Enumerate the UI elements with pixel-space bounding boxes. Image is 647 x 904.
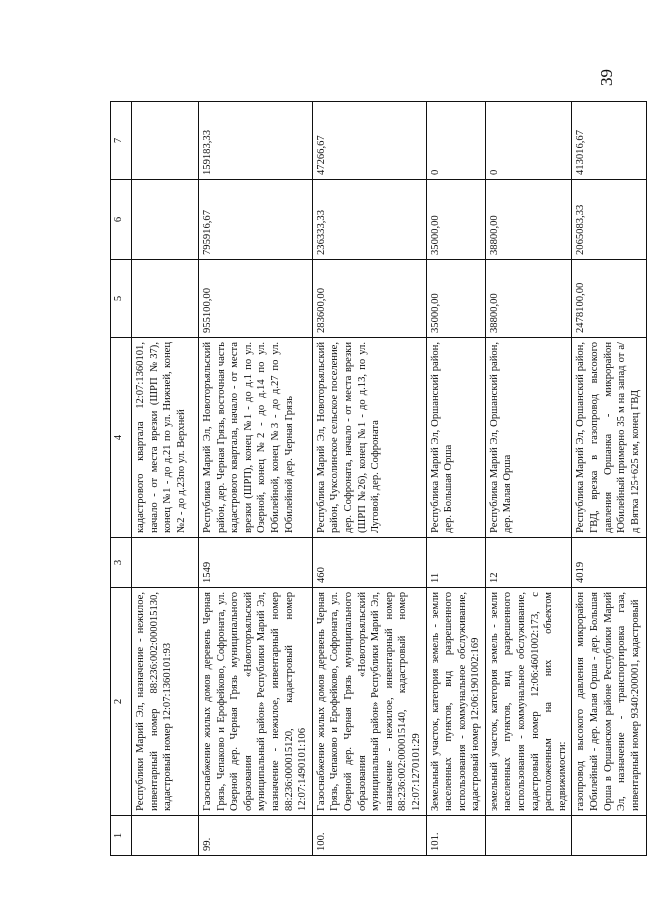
header-cell: 5: [111, 260, 132, 338]
property-table: [110, 101, 647, 856]
value-col6: 236333,33: [312, 180, 426, 260]
object-location: Республика Марий Эл, Новоторъяльский район, Чуксолинское сельское поселение, дер. Софроната, начало - от места врезки (ШРП №26), конец №1 - до д.13, по ул. Луговой, дер. Софроната: [312, 338, 426, 538]
header-cell: 6: [111, 180, 132, 260]
page-number: 39: [597, 69, 616, 86]
object-length: 1549: [199, 538, 313, 588]
table-row: [199, 102, 313, 856]
header-cell: 4: [111, 338, 132, 538]
object-name: Газоснабжение жилых домов деревень Черная Грязь, Чепаково и Ерофейково, Софроната, ул. Озерной дер. Черная Грязь муниципального образования «Новоторъяльский муниципальный район» Республики Марий Эл, назначение - нежилое, инвентарный номер 88:236:000015120, кадастровый номер 12:07:1490101:106: [199, 588, 313, 816]
value-col6: [132, 180, 199, 260]
row-number: [572, 816, 647, 856]
object-location: Республика Марий Эл, Оршанский район, дер. Малая Орша: [485, 338, 572, 538]
value-col7: [132, 102, 199, 180]
value-col6: 2065083,33: [572, 180, 647, 260]
header-cell: 7: [111, 102, 132, 180]
table-row: [312, 102, 426, 856]
table-row: [572, 102, 647, 856]
object-length: 460: [312, 538, 426, 588]
value-col7: 0: [485, 102, 572, 180]
value-col7: 413016,67: [572, 102, 647, 180]
object-name: Земельный участок, категория земель - земли населенных пунктов, вид разрешенного использования - коммунальное обслуживание, кадастровый номер 12:06:1901002:169: [426, 588, 485, 816]
object-length: 12: [485, 538, 572, 588]
table-row: [132, 102, 199, 856]
object-length: [132, 538, 199, 588]
object-name: Республики Марий Эл, назначение - нежилое, инвентарный номер 88:236:002:000015130, кадастровый номер 12:07:1360101:93: [132, 588, 199, 816]
row-number: 99.: [199, 816, 313, 856]
header-cell: 1: [111, 816, 132, 856]
header-row: [111, 102, 132, 856]
table-row: [426, 102, 485, 856]
object-name: земельный участок, категория земель - земли населенных пунктов, вид разрешенного использования - коммунальное обслуживание, кадастровый номер 12:06:4601002:173, с расположенным на них объектом недвижимости:: [485, 588, 572, 816]
value-col5: 38800,00: [485, 260, 572, 338]
value-col6: 35000,00: [426, 180, 485, 260]
value-col5: [132, 260, 199, 338]
object-location: кадастрового квартала 12:07:1360101, начало - от места врезки (ШРП №37), конец №1 - до д.21 по ул. Нижней, конец №2 - до д.23по ул. Верхней: [132, 338, 199, 538]
value-col7: 159183,33: [199, 102, 313, 180]
row-number: 100.: [312, 816, 426, 856]
header-cell: 3: [111, 538, 132, 588]
value-col7: 47266,67: [312, 102, 426, 180]
object-location: Республика Марий Эл, Оршанский район, ГВД, врезка в газопровод высокого давления Оршанка - микрорайон Юбилейный примерно 35 м на запад от а/д Вятка 125+625 км, конец ГВД: [572, 338, 647, 538]
object-location: Республика Марий Эл, Оршанский район, дер. Большая Орша: [426, 338, 485, 538]
value-col5: 283600,00: [312, 260, 426, 338]
object-name: Газоснабжение жилых домов деревень Черная Грязь, Чепаково и Ерофейково, Софроната, ул. Озерной дер. Черная Грязь муниципального образования «Новоторъяльский муниципальный район» Республики Марий Эл, назначение - нежилое, инвентарный номер 88:236:002:000015140, кадастровый номер 12:07:1270101:29: [312, 588, 426, 816]
row-number: 101.: [426, 816, 485, 856]
row-number: [485, 816, 572, 856]
rotated-table-wrapper: [110, 102, 641, 856]
object-name: газопровод высокого давления микрорайон Юбилейный - дер. Малая Орша - дер. Большая Орша в Оршанском районе Республики Марий Эл, назначение - транспортировка газа, инвентарный номер 9340:200001, кадастровый: [572, 588, 647, 816]
object-location: Республика Марий Эл, Новоторъяльский район, дер. Черная Грязь, восточная часть кадастрового квартала, начало - от места врезки (ШРП), конец №1 - до д.1 по ул. Озерной, конец №2 - до д.14 по ул. Юбилейной, конец №3 - до д.27 по ул. Юбилейной дер. Черная Грязь: [199, 338, 313, 538]
row-number: [132, 816, 199, 856]
object-length: 11: [426, 538, 485, 588]
object-length: 4019: [572, 538, 647, 588]
header-cell: 2: [111, 588, 132, 816]
table-row: [485, 102, 572, 856]
value-col5: 2478100,00: [572, 260, 647, 338]
value-col5: 955100,00: [199, 260, 313, 338]
value-col5: 35000,00: [426, 260, 485, 338]
value-col7: 0: [426, 102, 485, 180]
value-col6: 38800,00: [485, 180, 572, 260]
value-col6: 795916,67: [199, 180, 313, 260]
